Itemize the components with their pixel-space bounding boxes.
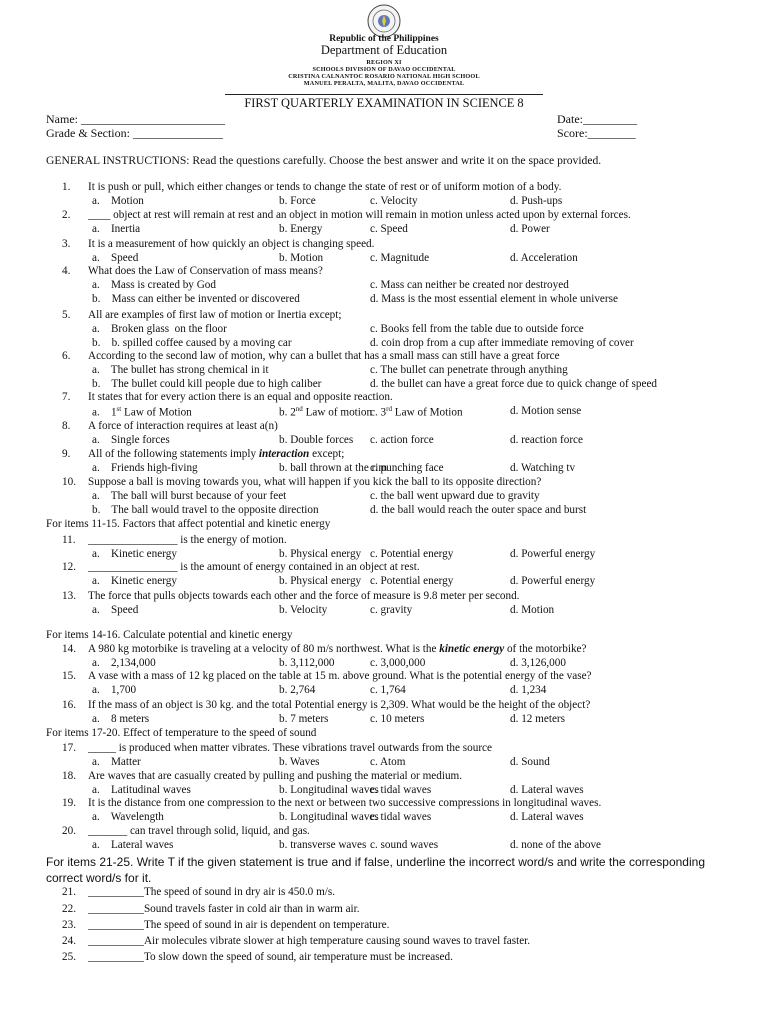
question-text: According to the second law of motion, why can a bullet that has a small mass can still have a great force bbox=[88, 350, 560, 362]
exam-title: FIRST QUARTERLY EXAMINATION IN SCIENCE 8 bbox=[244, 96, 524, 110]
answer-choice[interactable]: b. Motion bbox=[279, 252, 324, 264]
address-line: MANUEL PERALTA, MALITA, DAVAO OCCIDENTAL bbox=[303, 80, 465, 87]
answer-choice[interactable]: d. reaction force bbox=[510, 434, 583, 446]
answer-choice[interactable]: a. The ball will burst because of your feet bbox=[92, 490, 287, 502]
question-text: Are waves that are casually created by pulling and pushing the material or medium. bbox=[88, 770, 463, 782]
question-text: ________________ is the energy of motion. bbox=[88, 534, 287, 546]
question-number: 7. bbox=[62, 391, 71, 403]
answer-choice[interactable]: b. Mass can either be invented or discovered bbox=[92, 293, 300, 305]
answer-choice[interactable]: a. Kinetic energy bbox=[92, 575, 177, 587]
answer-choice[interactable]: c. Potential energy bbox=[370, 575, 454, 587]
question-number: 15. bbox=[62, 670, 76, 682]
answer-choice[interactable]: a. Speed bbox=[92, 604, 139, 616]
tf-item-text[interactable]: __________Sound travels faster in cold air than in warm air. bbox=[88, 903, 360, 915]
answer-choice[interactable]: b. transverse waves bbox=[279, 839, 367, 851]
section-header-17-20: For items 17-20. Effect of temperature to the speed of sound bbox=[46, 727, 317, 739]
answer-choice[interactable]: c. action force bbox=[370, 434, 434, 446]
question-number: 10. bbox=[62, 476, 76, 488]
question-number: 12. bbox=[62, 561, 76, 573]
answer-choice[interactable]: a. 1,700 bbox=[92, 684, 137, 696]
answer-choice[interactable]: d. Mass is the most essential element in whole universe bbox=[370, 293, 618, 305]
answer-choice[interactable]: b. ball thrown at the rim bbox=[279, 462, 388, 474]
question-number: 8. bbox=[62, 420, 71, 432]
answer-choice[interactable]: a. 2,134,000 bbox=[92, 657, 156, 669]
answer-choice[interactable]: d. Motion sense bbox=[510, 405, 582, 417]
date-field[interactable]: Date:_________ bbox=[557, 112, 637, 126]
answer-choice[interactable]: a. Lateral waves bbox=[92, 839, 174, 851]
answer-choice[interactable]: d. Acceleration bbox=[510, 252, 578, 264]
header-divider bbox=[225, 94, 543, 95]
tf-item-number: 23. bbox=[62, 919, 76, 931]
answer-choice[interactable]: b. Longitudinal waves bbox=[279, 784, 379, 796]
answer-choice[interactable]: d. none of the above bbox=[510, 839, 602, 851]
question-number: 5. bbox=[62, 309, 71, 321]
emphasis: kinetic energy bbox=[439, 643, 505, 655]
answer-choice[interactable]: c. Books fell from the table due to outside force bbox=[370, 323, 584, 335]
answer-choice[interactable]: c. Mass can neither be created nor destroyed bbox=[370, 279, 569, 291]
answer-choice[interactable]: c. the ball went upward due to gravity bbox=[370, 490, 540, 502]
answer-choice[interactable]: c. The bullet can penetrate through anything bbox=[370, 364, 568, 376]
answer-choice[interactable]: d. Motion bbox=[510, 604, 555, 616]
question-number: 11. bbox=[62, 534, 76, 546]
answer-choice[interactable]: c. sound waves bbox=[370, 839, 439, 851]
tf-item-number: 22. bbox=[62, 903, 76, 915]
division-line: SCHOOLS DIVISION OF DAVAO OCCIDENTAL bbox=[312, 66, 456, 73]
answer-choice[interactable]: d. the ball would reach the outer space and burst bbox=[370, 504, 587, 516]
question-text: A force of interaction requires at least a(n) bbox=[88, 420, 278, 432]
answer-choice[interactable]: d. the bullet can have a great force due to quick change of speed bbox=[370, 378, 658, 390]
emphasis: interaction bbox=[258, 448, 310, 460]
question-number: 18. bbox=[62, 770, 76, 782]
tf-item-text[interactable]: __________The speed of sound in air is dependent on temperature. bbox=[88, 919, 390, 931]
section-header-14-16: For items 14-16. Calculate potential and kinetic energy bbox=[46, 629, 293, 641]
answer-choice[interactable]: b. Longitudinal waves bbox=[279, 811, 379, 823]
grade-section-field[interactable]: Grade & Section: _______________ bbox=[46, 126, 223, 140]
answer-choice[interactable]: d. Lateral waves bbox=[510, 811, 584, 823]
answer-choice[interactable]: a. Wavelength bbox=[92, 811, 164, 823]
answer-choice[interactable]: b. 2nd Law of motion bbox=[279, 405, 373, 419]
general-instructions: GENERAL INSTRUCTIONS: Read the questions carefully. Choose the best answer and write it on the space provided. bbox=[46, 154, 602, 167]
question-number: 6. bbox=[62, 350, 71, 362]
question-text: _______ can travel through solid, liquid, and gas. bbox=[88, 825, 310, 837]
answer-choice[interactable]: a. Kinetic energy bbox=[92, 548, 177, 560]
question-number: 14. bbox=[62, 643, 76, 655]
region-line: REGION XI bbox=[366, 59, 402, 66]
answer-choice[interactable]: c. 3,000,000 bbox=[370, 657, 426, 669]
answer-choice[interactable]: c. Magnitude bbox=[370, 252, 430, 264]
answer-choice[interactable]: a. Speed bbox=[92, 252, 139, 264]
tf-item-text[interactable]: __________To slow down the speed of sound, air temperature must be increased. bbox=[88, 951, 453, 963]
question-number: 2. bbox=[62, 209, 71, 221]
tf-item-number: 21. bbox=[62, 886, 76, 898]
question-number: 13. bbox=[62, 590, 76, 602]
answer-choice[interactable]: a. Friends high-fiving bbox=[92, 462, 198, 474]
answer-choice[interactable]: a. The bullet has strong chemical in it bbox=[92, 364, 269, 376]
answer-choice[interactable]: c. Speed bbox=[370, 223, 408, 235]
answer-choice[interactable]: c. tidal waves bbox=[370, 811, 432, 823]
answer-choice[interactable]: c. 10 meters bbox=[370, 713, 425, 725]
answer-choice[interactable]: b. The bullet could kill people due to high caliber bbox=[92, 378, 322, 390]
answer-choice[interactable]: b. 2,764 bbox=[279, 684, 316, 696]
answer-choice[interactable]: b. Energy bbox=[279, 223, 323, 235]
question-number: 4. bbox=[62, 265, 71, 277]
school-line: CRISTINA CALNANTOC ROSARIO NATIONAL HIGH SCHOOL bbox=[288, 73, 480, 80]
deped-seal-icon bbox=[367, 4, 401, 38]
question-text: What does the Law of Conservation of mass means? bbox=[88, 265, 323, 277]
question-number: 16. bbox=[62, 699, 76, 711]
answer-choice[interactable]: b. Physical energy bbox=[279, 548, 362, 560]
answer-choice[interactable]: b. 7 meters bbox=[279, 713, 329, 725]
answer-choice[interactable]: d. Lateral waves bbox=[510, 784, 584, 796]
tf-item-number: 24. bbox=[62, 935, 76, 947]
answer-choice[interactable]: a. Latitudinal waves bbox=[92, 784, 191, 796]
answer-choice[interactable]: a. 1st Law of Motion bbox=[92, 405, 192, 419]
answer-choice[interactable]: d. Powerful energy bbox=[510, 575, 596, 587]
question-text: If the mass of an object is 30 kg. and the total Potential energy is 2,309. What would be the height of the object? bbox=[88, 699, 591, 711]
answer-choice[interactable]: c. Potential energy bbox=[370, 548, 454, 560]
republic-line: Republic of the Philippines bbox=[329, 34, 439, 44]
answer-choice[interactable]: d. 1,234 bbox=[510, 684, 547, 696]
section-header-11-15: For items 11-15. Factors that affect potential and kinetic energy bbox=[46, 518, 331, 530]
answer-choice[interactable]: c. Atom bbox=[370, 756, 406, 768]
question-number: 17. bbox=[62, 742, 76, 754]
answer-choice[interactable]: a. 8 meters bbox=[92, 713, 150, 725]
question-number: 1. bbox=[62, 181, 71, 193]
question-text: ____ object at rest will remain at rest and an object in motion will remain in motion unless acted upon by external forces. bbox=[88, 209, 631, 221]
answer-choice[interactable]: d. Powerful energy bbox=[510, 548, 596, 560]
answer-choice[interactable]: d. Watching tv bbox=[510, 462, 576, 474]
answer-choice[interactable]: b. Force bbox=[279, 195, 316, 207]
answer-choice[interactable]: a. Inertia bbox=[92, 223, 141, 235]
answer-choice[interactable]: a. Motion bbox=[92, 195, 144, 207]
question-text: The force that pulls objects towards each other and the force of measure is 9.8 meter per second. bbox=[88, 590, 520, 602]
question-text: Suppose a ball is moving towards you, what will happen if you kick the ball to its opposite direction? bbox=[88, 476, 542, 488]
answer-choice[interactable]: a. Single forces bbox=[92, 434, 170, 446]
answer-choice[interactable]: c. gravity bbox=[370, 604, 413, 616]
question-text: It is the distance from one compression to the next or between two successive compressions in longitudinal waves. bbox=[88, 797, 602, 809]
department-line: Department of Education bbox=[320, 43, 448, 57]
answer-choice[interactable]: b. 3,112,000 bbox=[279, 657, 335, 669]
answer-choice[interactable]: c. 3rd Law of Motion bbox=[370, 405, 463, 419]
answer-choice[interactable]: a. Matter bbox=[92, 756, 141, 768]
answer-choice[interactable]: a. Broken glass on the floor bbox=[92, 323, 227, 335]
answer-choice[interactable]: d. Power bbox=[510, 223, 550, 235]
answer-choice[interactable]: d. coin drop from a cup after immediate removing of cover bbox=[370, 337, 634, 349]
score-field[interactable]: Score:________ bbox=[557, 126, 636, 140]
answer-choice[interactable]: d. Sound bbox=[510, 756, 550, 768]
question-text: A 980 kg motorbike is traveling at a velocity of 80 m/s northwest. What is the kinetic energy of the motorbike? bbox=[88, 643, 587, 655]
answer-choice[interactable]: c. tidal waves bbox=[370, 784, 432, 796]
tf-item-text[interactable]: __________The speed of sound in dry air is 450.0 m/s. bbox=[88, 886, 336, 898]
question-text: All of the following statements imply interaction except; bbox=[88, 448, 345, 460]
answer-choice[interactable]: b. Waves bbox=[279, 756, 320, 768]
answer-choice[interactable]: b. Velocity bbox=[279, 604, 328, 616]
answer-choice[interactable]: c. 1,764 bbox=[370, 684, 406, 696]
answer-choice[interactable]: d. 12 meters bbox=[510, 713, 565, 725]
question-number: 20. bbox=[62, 825, 76, 837]
question-number: 19. bbox=[62, 797, 76, 809]
answer-choice[interactable]: b. Physical energy bbox=[279, 575, 362, 587]
question-text: All are examples of first law of motion or Inertia except; bbox=[88, 309, 342, 321]
answer-choice[interactable]: b. The ball would travel to the opposite direction bbox=[92, 504, 319, 516]
answer-choice[interactable]: a. Mass is created by God bbox=[92, 279, 216, 291]
question-text: It states that for every action there is an equal and opposite reaction. bbox=[88, 391, 393, 403]
section-header-21-25: For items 21-25. Write T if the given statement is true and if false, underline the incorrect word/s and write the corresponding correct word/s for it. bbox=[46, 855, 705, 885]
answer-choice[interactable]: d. Push-ups bbox=[510, 195, 563, 207]
question-text: _____ is produced when matter vibrates. These vibrations travel outwards from the source bbox=[88, 742, 492, 754]
question-number: 9. bbox=[62, 448, 71, 460]
question-text: ________________ is the amount of energy contained in an object at rest. bbox=[88, 561, 420, 573]
answer-choice[interactable]: c. Velocity bbox=[370, 195, 418, 207]
tf-item-number: 25. bbox=[62, 951, 76, 963]
question-text: It is push or pull, which either changes or tends to change the state of rest or of uniform motion of a body. bbox=[88, 181, 562, 193]
question-text: A vase with a mass of 12 kg placed on the table at 15 m. above ground. What is the potential energy of the vase? bbox=[88, 670, 592, 682]
answer-choice[interactable]: b. Double forces bbox=[279, 434, 354, 446]
name-field[interactable]: Name: ________________________ bbox=[46, 112, 225, 126]
tf-item-text[interactable]: __________Air molecules vibrate slower at high temperature causing sound waves to travel faster. bbox=[88, 935, 531, 947]
question-text: It is a measurement of how quickly an object is changing speed. bbox=[88, 238, 375, 250]
question-number: 3. bbox=[62, 238, 71, 250]
answer-choice[interactable]: c. punching face bbox=[370, 462, 444, 474]
answer-choice[interactable]: b. b. spilled coffee caused by a moving car bbox=[92, 337, 292, 349]
answer-choice[interactable]: d. 3,126,000 bbox=[510, 657, 566, 669]
